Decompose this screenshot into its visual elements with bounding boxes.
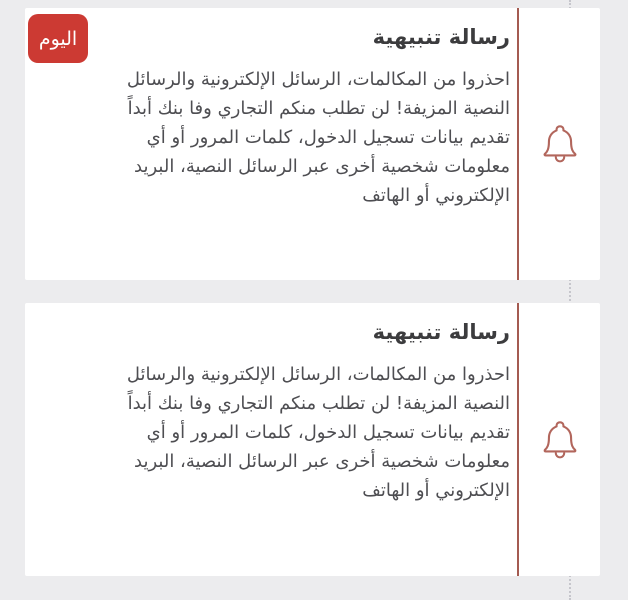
notification-body-line: احذروا من المكالمات، الرسائل الإلكترونية والرسائل (126, 364, 510, 385)
notification-body-line: معلومات شخصية أخرى عبر الرسائل النصية، البريد (134, 156, 510, 177)
bell-icon (519, 8, 600, 280)
notification-card[interactable] (25, 8, 600, 280)
notification-body-line: الإلكتروني أو الهاتف (362, 185, 510, 206)
notification-card[interactable] (25, 303, 600, 576)
notification-title: رسالة تنبيهية (372, 320, 510, 344)
notification-body-line: النصية المزيفة! لن تطلب منكم التجاري وفا بنك أبداً (127, 98, 510, 119)
notification-body-line: النصية المزيفة! لن تطلب منكم التجاري وفا بنك أبداً (127, 393, 510, 414)
notification-content (43, 22, 510, 210)
today-badge: اليوم (28, 14, 88, 63)
notification-body-line: تقديم بيانات تسجيل الدخول، كلمات المرور أو أي (146, 422, 510, 443)
bell-icon (519, 303, 600, 576)
notification-body-line: احذروا من المكالمات، الرسائل الإلكترونية والرسائل (126, 69, 510, 90)
notification-body-line: تقديم بيانات تسجيل الدخول، كلمات المرور أو أي (146, 127, 510, 148)
notification-body-line: معلومات شخصية أخرى عبر الرسائل النصية، البريد (134, 451, 510, 472)
notification-title: رسالة تنبيهية (372, 25, 510, 49)
notification-body-line: الإلكتروني أو الهاتف (362, 480, 510, 501)
notification-content (43, 317, 510, 505)
